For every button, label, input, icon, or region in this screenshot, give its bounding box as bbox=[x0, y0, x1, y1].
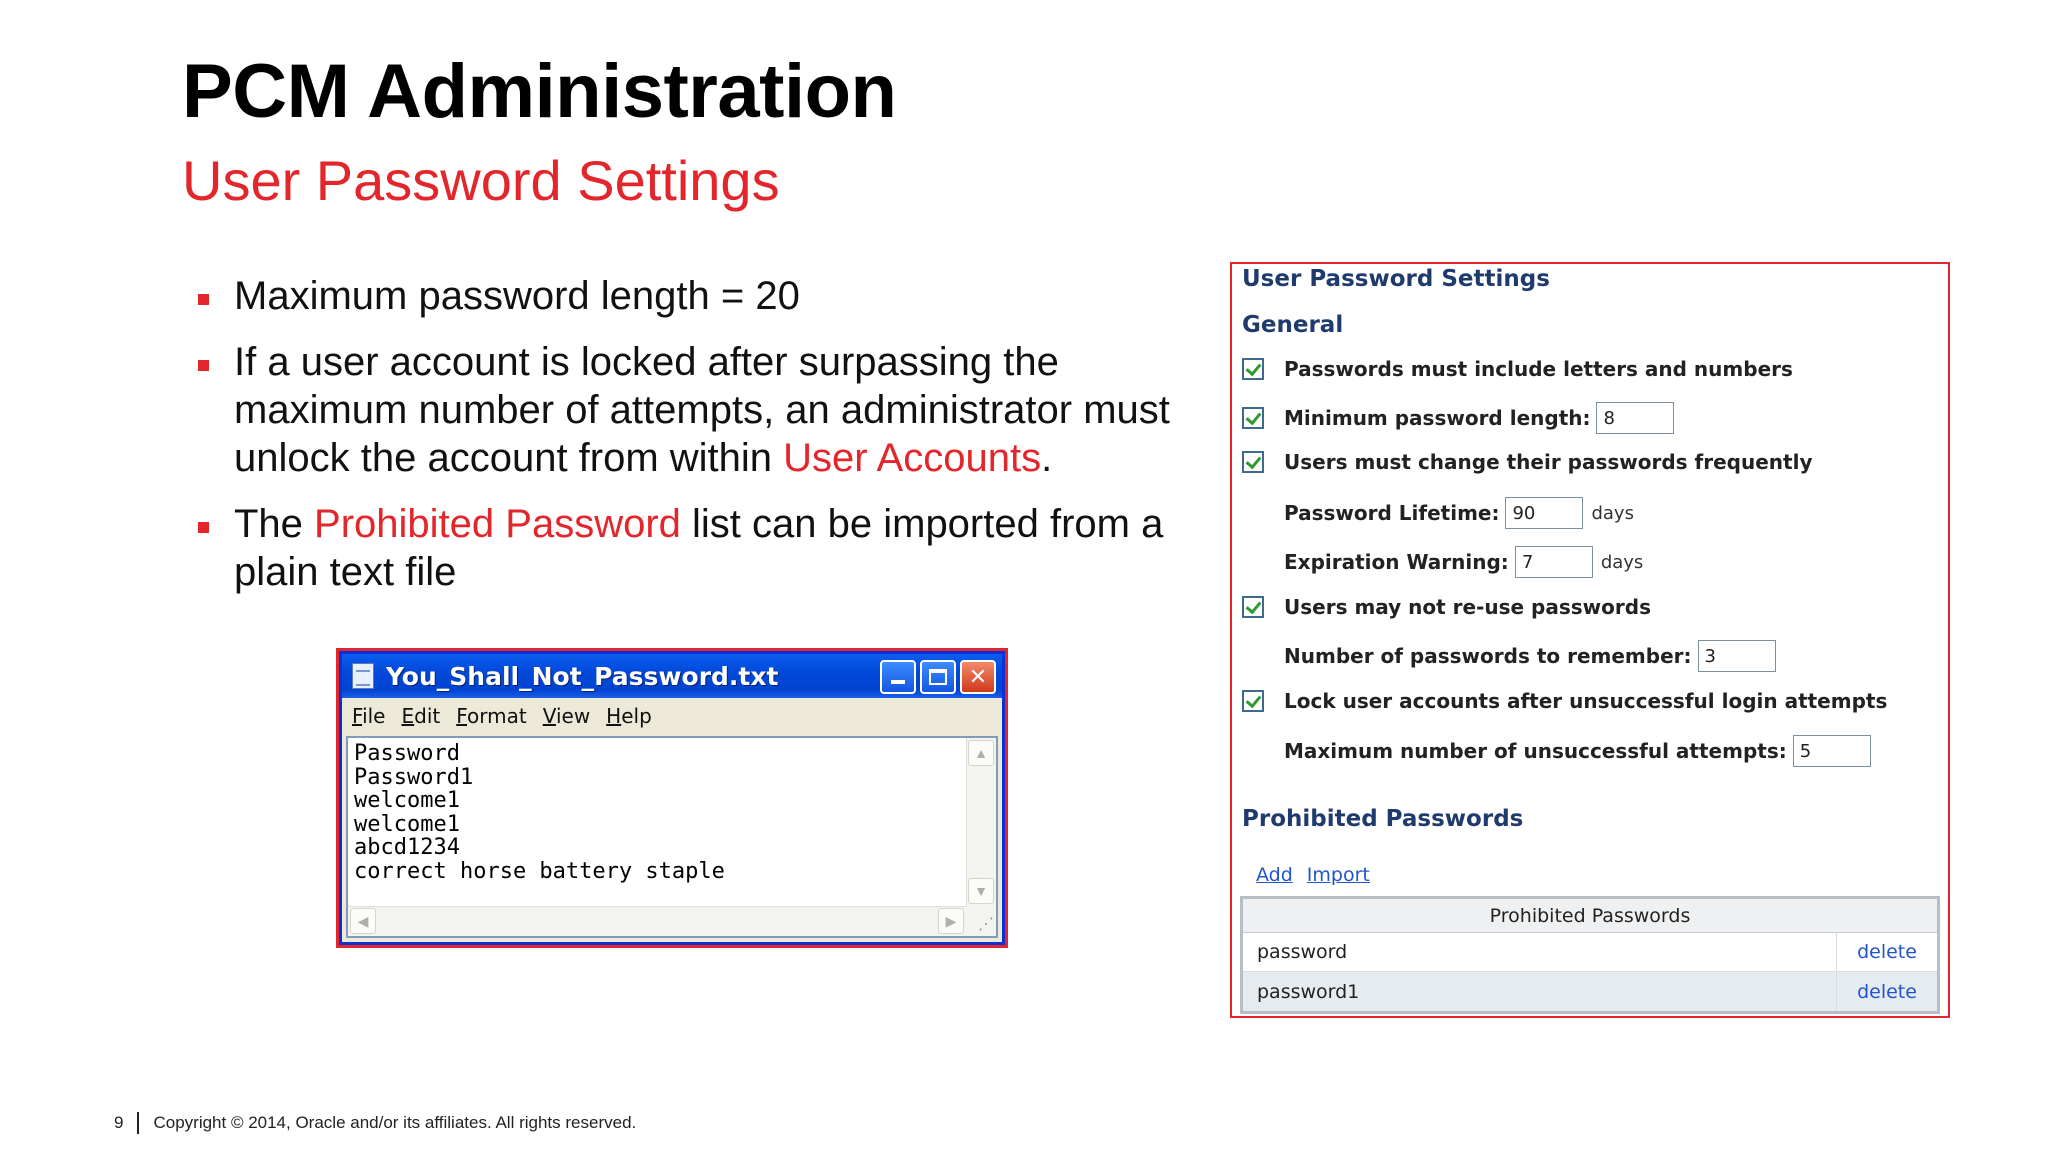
prohibited-passwords-table bbox=[1240, 896, 1940, 1014]
footer-separator bbox=[137, 1112, 139, 1134]
table-header: Prohibited Passwords bbox=[1243, 899, 1937, 933]
general-heading: General bbox=[1242, 312, 1344, 338]
table-row bbox=[1243, 972, 1937, 1011]
change-frequently-checkbox[interactable] bbox=[1242, 451, 1264, 473]
bullet-text: If a user account is locked after surpassing the maximum number of attempts, an administrator must unlock the account from within bbox=[234, 340, 1170, 480]
lock-accounts-row bbox=[1242, 689, 1887, 713]
bullet-square-icon bbox=[198, 522, 209, 533]
close-icon: ✕ bbox=[968, 664, 988, 690]
bullet-square-icon bbox=[198, 360, 209, 371]
add-link[interactable]: Add bbox=[1256, 864, 1293, 886]
menu-edit[interactable]: Edit bbox=[401, 704, 441, 728]
notepad-text-area[interactable] bbox=[346, 736, 998, 938]
bullet-text-end: list can be imported from a plain text file bbox=[234, 502, 1164, 594]
scroll-up-arrow-icon[interactable]: ▲ bbox=[968, 740, 994, 766]
notepad-window bbox=[336, 648, 1008, 948]
menu-format[interactable]: Format bbox=[456, 704, 527, 728]
max-attempts-input[interactable]: 5 bbox=[1793, 735, 1871, 767]
delete-link[interactable]: delete bbox=[1857, 941, 1917, 963]
notepad-document-icon bbox=[352, 663, 374, 689]
horizontal-scrollbar[interactable] bbox=[348, 906, 966, 936]
bullet-text: Maximum password length = 20 bbox=[234, 274, 800, 318]
bullet-square-icon bbox=[198, 294, 209, 305]
warning-label: Expiration Warning: bbox=[1284, 550, 1509, 574]
bullet-item bbox=[194, 338, 1174, 482]
min-length-checkbox[interactable] bbox=[1242, 407, 1264, 429]
password-cell: password bbox=[1243, 933, 1837, 971]
password-settings-panel bbox=[1230, 262, 1950, 1018]
bullet-text: The bbox=[234, 502, 315, 546]
menu-view[interactable]: View bbox=[542, 704, 591, 728]
lifetime-row bbox=[1242, 497, 1634, 529]
lifetime-input[interactable]: 90 bbox=[1505, 497, 1583, 529]
warning-unit: days bbox=[1600, 551, 1644, 573]
minimize-icon bbox=[891, 680, 905, 684]
minimize-button[interactable] bbox=[880, 660, 916, 694]
min-length-input[interactable]: 8 bbox=[1596, 402, 1674, 434]
notepad-frame bbox=[339, 651, 1005, 945]
window-controls bbox=[880, 660, 996, 694]
max-attempts-row bbox=[1242, 735, 1871, 767]
bullet-item bbox=[194, 500, 1174, 596]
lifetime-unit: days bbox=[1591, 502, 1634, 524]
copyright-text: Copyright © 2014, Oracle and/or its affiliates. All rights reserved. bbox=[153, 1113, 637, 1132]
notepad-titlebar[interactable] bbox=[342, 654, 1002, 698]
lock-accounts-label: Lock user accounts after unsuccessful login attempts bbox=[1284, 689, 1888, 713]
warning-input[interactable]: 7 bbox=[1515, 546, 1593, 578]
no-reuse-label: Users may not re-use passwords bbox=[1284, 595, 1651, 619]
resize-grip-icon[interactable]: ⋰ bbox=[966, 906, 996, 936]
vertical-scrollbar[interactable] bbox=[966, 738, 996, 906]
notepad-title: You_Shall_Not_Password.txt bbox=[386, 661, 779, 691]
bullet-highlight: User Accounts bbox=[783, 436, 1042, 480]
close-button[interactable] bbox=[960, 660, 996, 694]
letters-numbers-checkbox[interactable] bbox=[1242, 358, 1264, 380]
delete-link[interactable]: delete bbox=[1857, 980, 1917, 1003]
import-link[interactable]: Import bbox=[1306, 864, 1370, 886]
change-frequently-label: Users must change their passwords frequently bbox=[1284, 450, 1813, 474]
panel-title: User Password Settings bbox=[1242, 266, 1550, 292]
bullet-highlight: Prohibited Password bbox=[314, 502, 681, 546]
slide-footer bbox=[114, 1112, 636, 1134]
remember-label: Number of passwords to remember: bbox=[1284, 644, 1692, 668]
lock-accounts-checkbox[interactable] bbox=[1242, 690, 1264, 712]
no-reuse-checkbox[interactable] bbox=[1242, 596, 1264, 618]
menu-file[interactable]: File bbox=[352, 704, 386, 728]
bullet-item bbox=[194, 272, 1174, 320]
max-attempts-label: Maximum number of unsuccessful attempts: bbox=[1284, 739, 1787, 763]
no-reuse-row bbox=[1242, 595, 1651, 619]
bullet-list bbox=[194, 272, 1174, 614]
prohibited-actions bbox=[1256, 864, 1370, 886]
min-length-label: Minimum password length: bbox=[1284, 406, 1591, 430]
password-cell: password1 bbox=[1243, 972, 1837, 1011]
notepad-menubar bbox=[342, 698, 1002, 734]
letters-numbers-label: Passwords must include letters and numbers bbox=[1284, 357, 1793, 381]
notepad-content[interactable]: Password Password1 welcome1 welcome1 abcd1234 correct horse battery staple bbox=[354, 742, 725, 884]
lifetime-label: Password Lifetime: bbox=[1284, 501, 1500, 525]
maximize-icon bbox=[929, 669, 947, 685]
scroll-left-arrow-icon[interactable]: ◀ bbox=[350, 908, 376, 934]
remember-input[interactable]: 3 bbox=[1698, 640, 1776, 672]
page-number: 9 bbox=[114, 1113, 124, 1132]
maximize-button[interactable] bbox=[920, 660, 956, 694]
scroll-down-arrow-icon[interactable]: ▼ bbox=[968, 878, 994, 904]
table-row bbox=[1243, 933, 1937, 972]
scroll-right-arrow-icon[interactable]: ▶ bbox=[938, 908, 964, 934]
menu-help[interactable]: Help bbox=[606, 704, 652, 728]
min-length-row bbox=[1242, 402, 1674, 434]
bullet-text-end: . bbox=[1041, 436, 1053, 480]
letters-numbers-row bbox=[1242, 357, 1793, 381]
change-frequently-row bbox=[1242, 450, 1813, 474]
remember-row bbox=[1242, 640, 1776, 672]
slide-subtitle: User Password Settings bbox=[182, 149, 780, 212]
prohibited-heading: Prohibited Passwords bbox=[1242, 806, 1524, 832]
slide-title: PCM Administration bbox=[182, 49, 897, 134]
warning-row bbox=[1242, 546, 1643, 578]
